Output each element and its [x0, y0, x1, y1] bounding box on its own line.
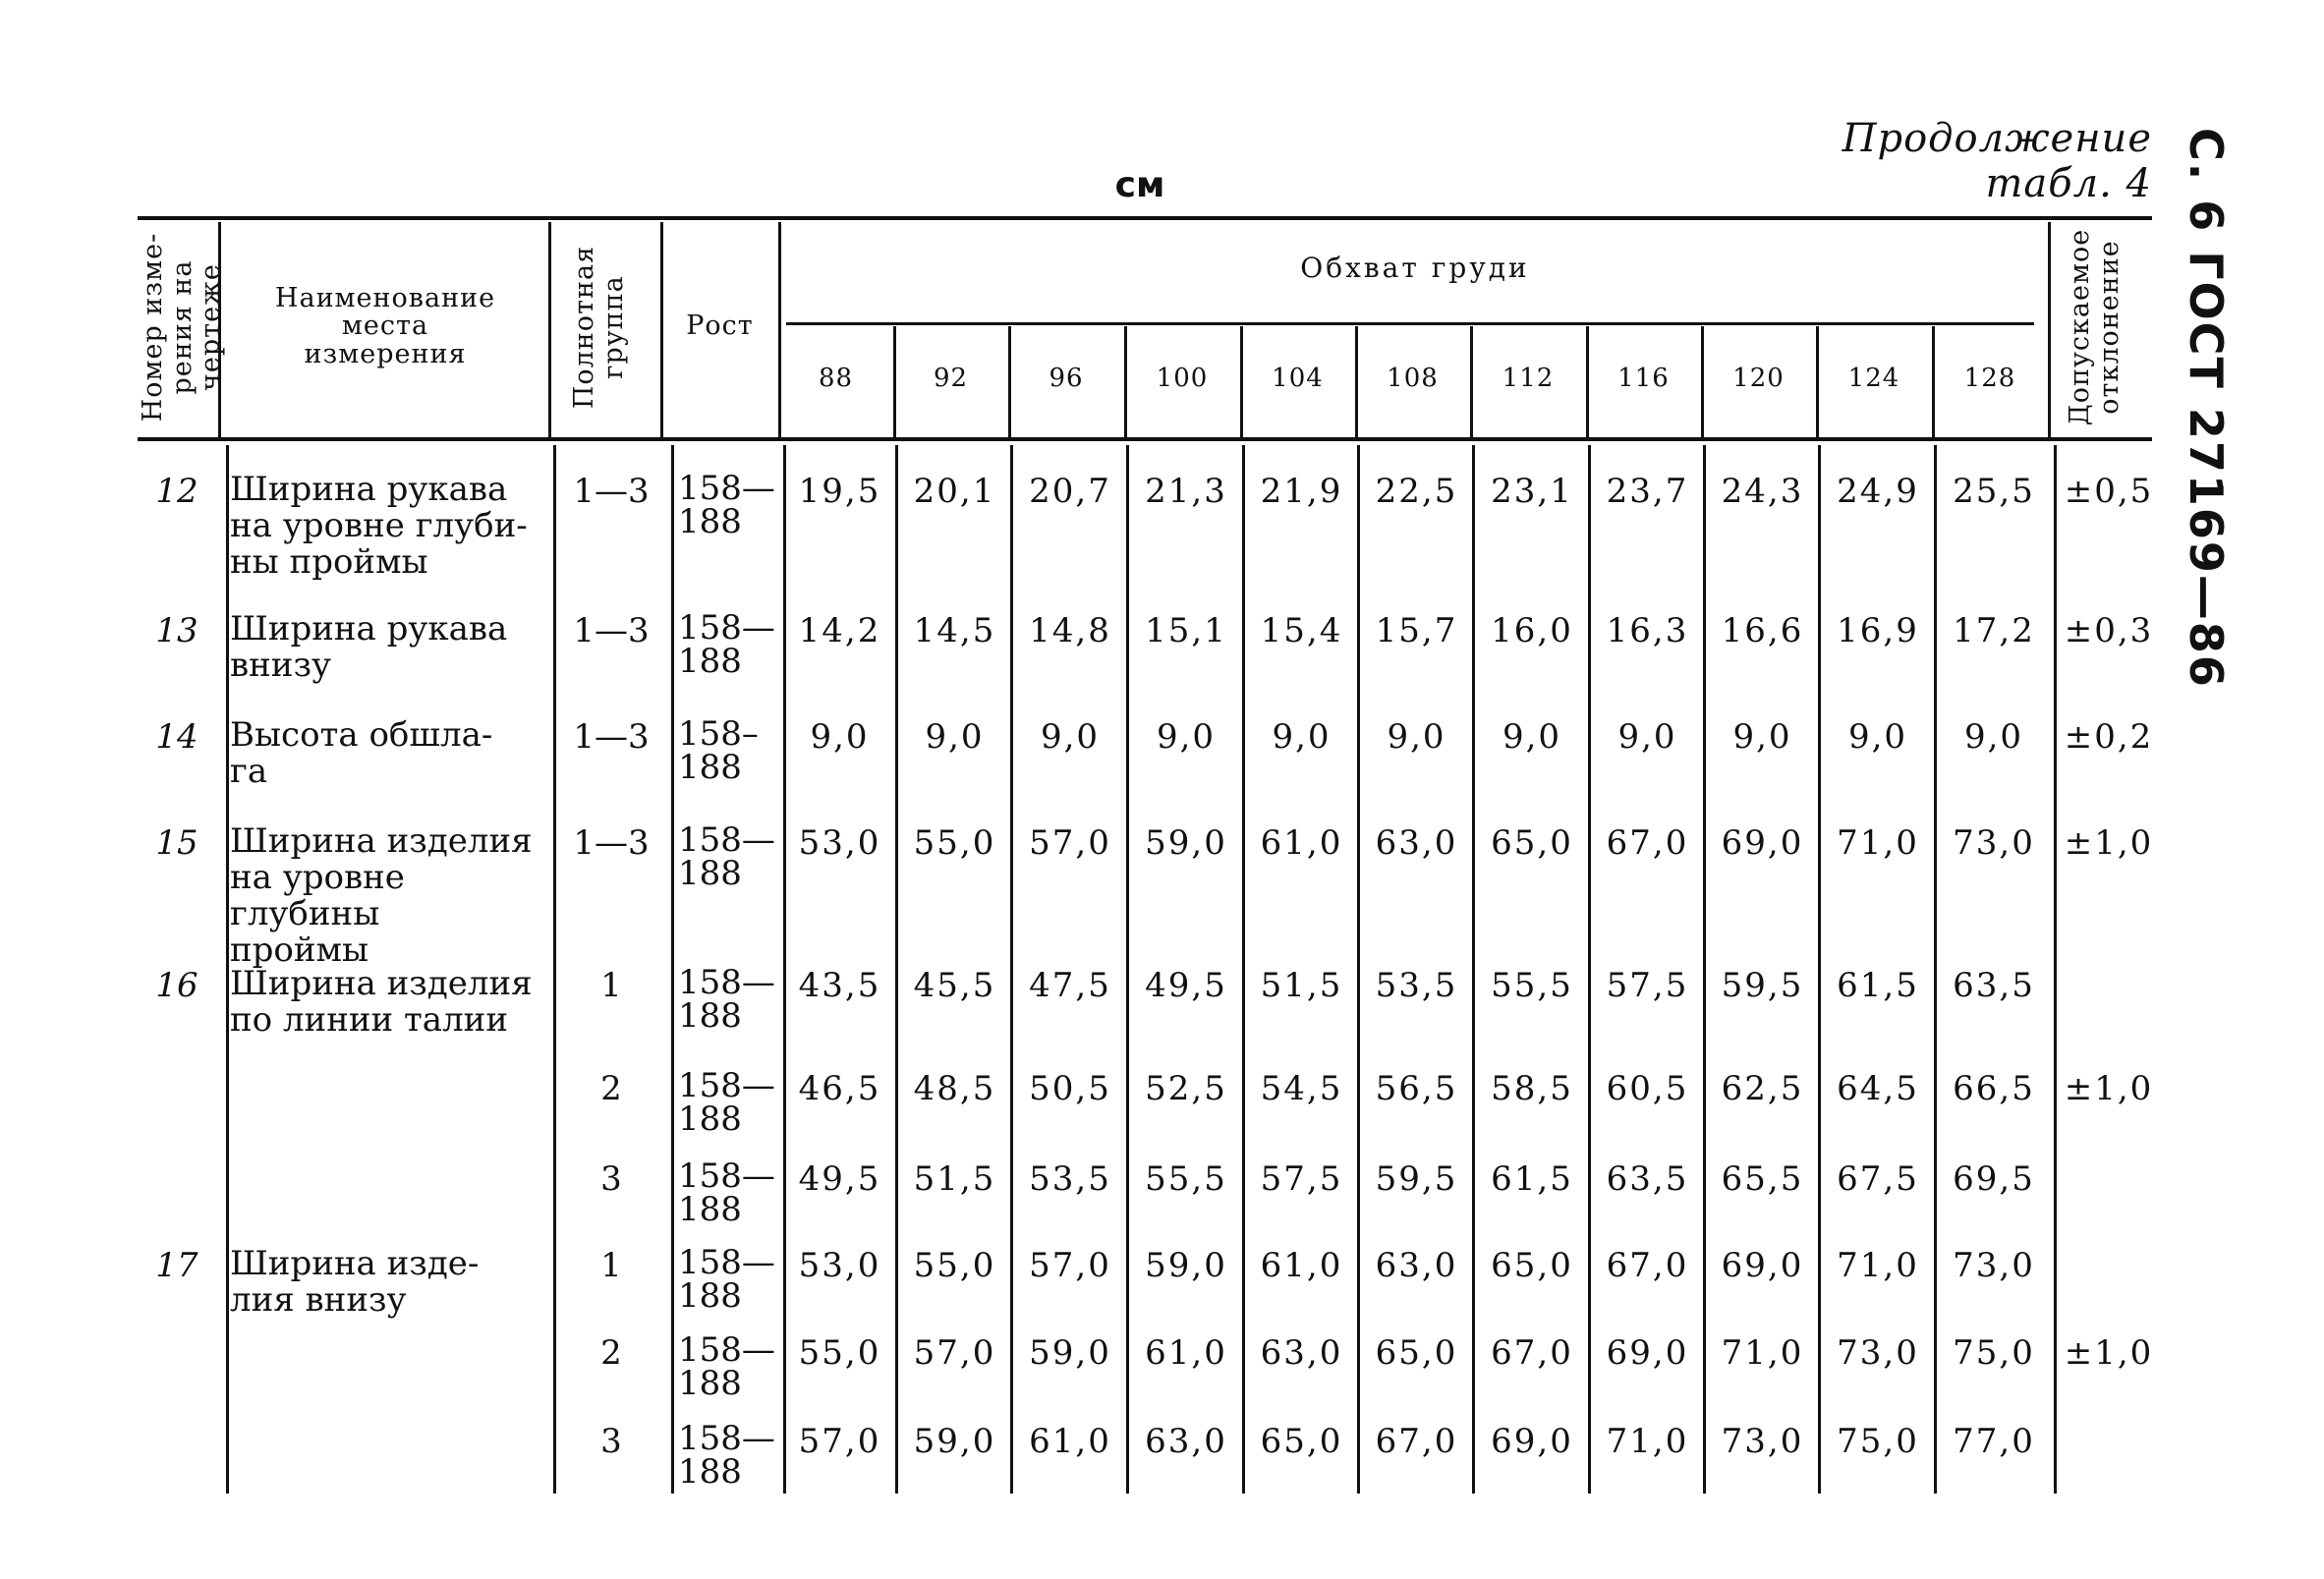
row-value: 55,5	[1491, 966, 1573, 1005]
row-value: 57,0	[913, 1333, 996, 1373]
header-col-rule	[660, 222, 663, 437]
row-tolerance: ±1,0	[2064, 1333, 2154, 1373]
row-tolerance: ±1,0	[2064, 823, 2154, 863]
row-value: 9,0	[1617, 717, 1677, 757]
row-value: 56,5	[1375, 1069, 1458, 1108]
row-number: 15	[155, 823, 198, 863]
row-value: 69,0	[1491, 1422, 1573, 1461]
row-value: 25,5	[1953, 472, 2035, 511]
row-value: 59,0	[1029, 1333, 1111, 1373]
row-height-range: 158— 188	[678, 1243, 775, 1316]
header-chest-size: 120	[1732, 364, 1785, 393]
row-height-range: 158— 188	[678, 1156, 775, 1229]
row-value: 52,5	[1145, 1069, 1227, 1108]
row-value: 51,5	[1260, 966, 1343, 1005]
row-number: 16	[155, 966, 198, 1005]
row-value: 49,5	[798, 1159, 881, 1199]
row-fullness-group: 1—3	[573, 472, 650, 511]
row-value: 65,0	[1260, 1422, 1343, 1461]
row-height-range: 158— 188	[678, 469, 775, 541]
row-value: 48,5	[913, 1069, 996, 1108]
row-number: 13	[155, 611, 198, 650]
header-height: Рост	[686, 310, 754, 341]
row-value: 59,5	[1721, 966, 1804, 1005]
row-height-range: 158— 188	[678, 963, 775, 1036]
row-value: 63,0	[1375, 823, 1458, 863]
row-value: 9,0	[1502, 717, 1562, 757]
row-value: 21,9	[1260, 472, 1343, 511]
row-value: 64,5	[1837, 1069, 1919, 1108]
row-measure-name: Высота обшла- га	[230, 715, 493, 791]
header-measure-name: Наименование места измерения	[274, 283, 496, 369]
row-fullness-group: 1	[600, 966, 622, 1005]
row-value: 49,5	[1145, 966, 1227, 1005]
row-value: 73,0	[1721, 1422, 1804, 1461]
row-value: 16,6	[1721, 611, 1804, 650]
row-value: 46,5	[798, 1069, 881, 1108]
row-value: 43,5	[798, 966, 881, 1005]
row-measure-name: Ширина изде- лия внизу	[230, 1244, 480, 1320]
row-value: 63,5	[1953, 966, 2035, 1005]
header-tolerance: Допускаемое отклонение	[2065, 228, 2125, 425]
row-height-range: 158— 188	[678, 1066, 775, 1139]
row-value: 69,0	[1721, 1246, 1804, 1285]
row-value: 69,0	[1606, 1333, 1689, 1373]
header-chest-size: 128	[1963, 364, 2016, 393]
row-value: 24,3	[1721, 472, 1804, 511]
row-value: 22,5	[1375, 472, 1458, 511]
row-value: 63,5	[1606, 1159, 1689, 1199]
row-measure-name: Ширина изделия на уровне глубины проймы	[230, 821, 533, 970]
header-chest-size: 108	[1387, 364, 1439, 393]
row-fullness-group: 1—3	[573, 611, 650, 650]
row-height-range: 158— 188	[678, 608, 775, 681]
row-value: 69,0	[1721, 823, 1804, 863]
row-value: 71,0	[1721, 1333, 1804, 1373]
row-tolerance: ±1,0	[2064, 1069, 2154, 1108]
row-value: 71,0	[1606, 1422, 1689, 1461]
row-measure-name: Ширина рукава внизу	[230, 609, 508, 685]
row-value: 24,9	[1837, 472, 1919, 511]
row-value: 57,0	[1029, 823, 1111, 863]
row-value: 51,5	[913, 1159, 996, 1199]
row-value: 15,4	[1260, 611, 1343, 650]
row-height-range: 158– 188	[678, 714, 759, 787]
row-value: 65,5	[1721, 1159, 1804, 1199]
row-value: 16,3	[1606, 611, 1689, 650]
row-value: 67,0	[1606, 823, 1689, 863]
header-chest-size: 104	[1272, 364, 1324, 393]
header-chest-size: 96	[1049, 364, 1084, 393]
row-fullness-group: 2	[600, 1069, 622, 1108]
row-value: 53,0	[798, 1246, 881, 1285]
row-value: 59,0	[1145, 1246, 1227, 1285]
row-value: 55,0	[913, 823, 996, 863]
row-value: 16,0	[1491, 611, 1573, 650]
row-value: 61,0	[1029, 1422, 1111, 1461]
row-value: 20,7	[1029, 472, 1111, 511]
body-col-rule	[671, 445, 674, 1494]
row-height-range: 158— 188	[678, 820, 775, 893]
row-value: 9,0	[810, 717, 870, 757]
row-value: 21,3	[1145, 472, 1227, 511]
row-number: 14	[155, 717, 198, 757]
row-value: 60,5	[1606, 1069, 1689, 1108]
row-fullness-group: 2	[600, 1333, 622, 1373]
row-value: 14,8	[1029, 611, 1111, 650]
row-value: 71,0	[1837, 1246, 1919, 1285]
row-value: 9,0	[925, 717, 985, 757]
row-value: 77,0	[1953, 1422, 2035, 1461]
row-value: 67,0	[1375, 1422, 1458, 1461]
row-value: 9,0	[1272, 717, 1332, 757]
chest-group-rule	[786, 322, 2034, 325]
header-chest-size: 124	[1847, 364, 1900, 393]
row-value: 65,0	[1375, 1333, 1458, 1373]
header-chest-size: 112	[1502, 364, 1555, 393]
row-value: 14,2	[798, 611, 881, 650]
row-value: 75,0	[1837, 1422, 1919, 1461]
row-value: 16,9	[1837, 611, 1919, 650]
row-value: 55,0	[913, 1246, 996, 1285]
row-value: 55,0	[798, 1333, 881, 1373]
row-value: 9,0	[1387, 717, 1446, 757]
row-height-range: 158— 188	[678, 1419, 775, 1492]
row-value: 59,0	[1145, 823, 1227, 863]
row-value: 61,0	[1145, 1333, 1227, 1373]
header-col-rule	[778, 222, 781, 437]
row-value: 67,0	[1606, 1246, 1689, 1285]
row-value: 14,5	[913, 611, 996, 650]
row-value: 73,0	[1837, 1333, 1919, 1373]
row-value: 61,5	[1491, 1159, 1573, 1199]
row-value: 53,5	[1375, 966, 1458, 1005]
row-value: 63,0	[1260, 1333, 1343, 1373]
row-value: 65,0	[1491, 1246, 1573, 1285]
side-page-title: С. 6 ГОСТ 27169—86	[2180, 128, 2233, 689]
row-value: 73,0	[1953, 823, 2035, 863]
row-value: 75,0	[1953, 1333, 2035, 1373]
row-fullness-group: 1—3	[573, 717, 650, 757]
row-fullness-group: 3	[600, 1159, 622, 1199]
header-col-rule	[2048, 222, 2051, 437]
row-value: 63,0	[1375, 1246, 1458, 1285]
row-value: 54,5	[1260, 1069, 1343, 1108]
row-value: 61,5	[1837, 966, 1919, 1005]
row-value: 71,0	[1837, 823, 1919, 863]
row-value: 65,0	[1491, 823, 1573, 863]
row-value: 57,5	[1260, 1159, 1343, 1199]
row-value: 9,0	[1732, 717, 1792, 757]
header-chest-size: 92	[933, 364, 969, 393]
row-value: 59,0	[913, 1422, 996, 1461]
row-tolerance: ±0,3	[2064, 611, 2154, 650]
row-fullness-group: 1	[600, 1246, 622, 1285]
row-value: 9,0	[1847, 717, 1908, 757]
row-value: 23,1	[1491, 472, 1573, 511]
row-value: 47,5	[1029, 966, 1111, 1005]
row-value: 9,0	[1040, 717, 1101, 757]
row-value: 53,5	[1029, 1159, 1111, 1199]
row-value: 9,0	[1963, 717, 2024, 757]
row-number: 12	[155, 472, 198, 511]
row-value: 67,0	[1491, 1333, 1573, 1373]
row-value: 67,5	[1837, 1159, 1919, 1199]
header-chest-size: 100	[1156, 364, 1209, 393]
header-chest-girth: Обхват груди	[1300, 252, 1530, 284]
table-top-rule	[138, 216, 2152, 220]
row-value: 63,0	[1145, 1422, 1227, 1461]
row-value: 17,2	[1953, 611, 2035, 650]
row-value: 9,0	[1156, 717, 1217, 757]
row-tolerance: ±0,5	[2064, 472, 2154, 511]
row-value: 69,5	[1953, 1159, 2035, 1199]
row-value: 20,1	[913, 472, 996, 511]
continuation-caption: Продолжение табл. 4	[1842, 116, 2152, 206]
row-value: 57,0	[798, 1422, 881, 1461]
row-value: 58,5	[1491, 1069, 1573, 1108]
header-chest-size: 88	[818, 364, 854, 393]
row-value: 61,0	[1260, 823, 1343, 863]
row-tolerance: ±0,2	[2064, 717, 2154, 757]
row-value: 15,1	[1145, 611, 1227, 650]
row-value: 62,5	[1721, 1069, 1804, 1108]
row-value: 23,7	[1606, 472, 1689, 511]
header-measure-number: Номер изме- рения на чертеже	[138, 232, 227, 422]
row-measure-name: Ширина рукава на уровне глуби- ны проймы	[230, 470, 528, 582]
row-value: 19,5	[798, 472, 881, 511]
row-value: 73,0	[1953, 1246, 2035, 1285]
header-col-rule	[548, 222, 551, 437]
row-value: 61,0	[1260, 1246, 1343, 1285]
row-number: 17	[155, 1246, 198, 1285]
row-value: 57,5	[1606, 966, 1689, 1005]
row-value: 55,5	[1145, 1159, 1227, 1199]
header-chest-size: 116	[1617, 364, 1670, 393]
row-value: 45,5	[913, 966, 996, 1005]
row-value: 53,0	[798, 823, 881, 863]
row-value: 59,5	[1375, 1159, 1458, 1199]
body-col-rule	[226, 445, 229, 1494]
row-height-range: 158— 188	[678, 1330, 775, 1403]
row-value: 50,5	[1029, 1069, 1111, 1108]
row-value: 66,5	[1953, 1069, 2035, 1108]
row-measure-name: Ширина изделия по линии талии	[230, 964, 533, 1040]
row-value: 15,7	[1375, 611, 1458, 650]
header-bottom-rule	[138, 437, 2152, 441]
row-fullness-group: 3	[600, 1422, 622, 1461]
unit-label: см	[1114, 165, 1165, 205]
body-col-rule	[2054, 445, 2057, 1494]
header-fullness-group: Полнотная группа	[569, 245, 629, 409]
row-value: 57,0	[1029, 1246, 1111, 1285]
row-fullness-group: 1—3	[573, 823, 650, 863]
